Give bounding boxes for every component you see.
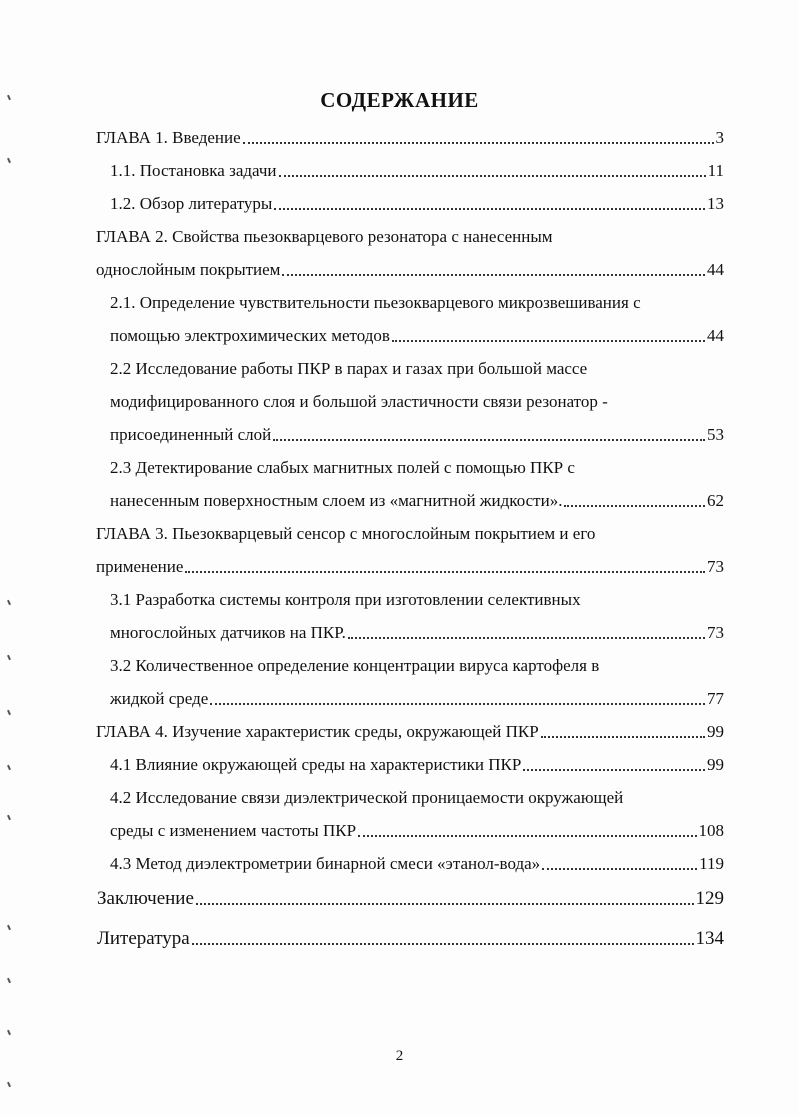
toc-entry-text: 3.1 Разработка системы контроля при изготовлении селективных — [110, 590, 581, 609]
scan-mark — [7, 925, 11, 930]
toc-entry-page: 53 — [707, 425, 724, 444]
toc-entry-page: 44 — [707, 260, 724, 279]
toc-entry — [96, 226, 724, 248]
toc-entry — [97, 888, 724, 910]
toc-entry — [110, 589, 724, 611]
toc-entry — [110, 325, 724, 347]
toc-entry-text: однослойным покрытием — [96, 260, 281, 279]
toc-entry-page: 73 — [707, 623, 724, 642]
toc-entry-text: помощью электрохимических методов — [110, 326, 390, 345]
page-title: СОДЕРЖАНИЕ — [320, 88, 479, 112]
toc-entry — [110, 820, 724, 842]
toc-entry-page: 129 — [695, 888, 724, 909]
toc-entry-text: 2.3 Детектирование слабых магнитных полей с помощью ПКР с — [110, 458, 575, 477]
toc-entry-text: присоединенный слой — [110, 425, 272, 444]
toc-entry — [110, 688, 724, 710]
toc-entry-text: ГЛАВА 2. Свойства пьезокварцевого резонатора с нанесенным — [96, 227, 553, 246]
toc-entry-text: 2.1. Определение чувствительности пьезокварцевого микрозвешивания с — [110, 293, 641, 312]
toc-entry-text: нанесенным поверхностным слоем из «магнитной жидкости». — [110, 491, 563, 510]
toc-entry-text: применение — [96, 557, 184, 576]
toc-entry-text: многослойных датчиков на ПКР. — [110, 623, 346, 642]
toc-entry-text: ГЛАВА 1. Введение — [96, 128, 241, 147]
scan-mark — [7, 1030, 11, 1035]
toc-entry-page: 108 — [698, 821, 724, 840]
toc-entry — [110, 424, 724, 446]
toc-entry-page: 11 — [707, 161, 724, 180]
toc-entry — [96, 523, 724, 545]
toc-entry-page: 134 — [695, 928, 724, 949]
toc-entry-text: 2.2 Исследование работы ПКР в парах и газах при большой массе — [110, 359, 588, 378]
toc-entry — [110, 193, 724, 215]
toc-entry-text: жидкой среде — [110, 689, 209, 708]
toc-entry-text: ГЛАВА 3. Пьезокварцевый сенсор с многослойным покрытием и его — [96, 524, 596, 543]
toc-entry-text: Литература — [97, 928, 190, 949]
toc-entry — [110, 787, 724, 809]
toc-entry — [96, 127, 724, 149]
toc-entry-page: 62 — [707, 491, 724, 510]
scan-mark — [7, 710, 11, 715]
toc-entry — [110, 490, 724, 512]
toc-entry — [110, 622, 724, 644]
toc-entry-text: 1.2. Обзор литературы — [110, 194, 273, 213]
toc-entry-page: 99 — [707, 755, 724, 774]
toc-entry — [96, 721, 724, 743]
scan-mark — [7, 978, 11, 983]
scan-mark — [7, 655, 11, 660]
toc-entry — [110, 358, 724, 380]
toc-entry-text: среды с изменением частоты ПКР — [110, 821, 357, 840]
scan-mark — [7, 815, 11, 820]
scan-mark — [7, 600, 11, 605]
toc-entry — [110, 754, 724, 776]
toc-entry-text: 4.3 Метод диэлектрометрии бинарной смеси «этанол-вода» — [110, 854, 541, 873]
toc-entry-page: 3 — [715, 128, 724, 147]
scan-mark — [7, 158, 11, 163]
toc-entry — [110, 457, 724, 479]
toc-entry-page: 13 — [707, 194, 724, 213]
toc-entry — [110, 391, 724, 413]
toc-entry-text: ГЛАВА 4. Изучение характеристик среды, окружающей ПКР — [96, 722, 539, 741]
toc-entry-text: 4.1 Влияние окружающей среды на характеристики ПКР — [110, 755, 522, 774]
toc-entry-page: 119 — [699, 854, 724, 873]
toc-entry-text: 4.2 Исследование связи диэлектрической проницаемости окружающей — [110, 788, 624, 807]
toc-entry-page: 44 — [707, 326, 724, 345]
toc-entry — [96, 556, 724, 578]
toc-entry-page: 99 — [707, 722, 724, 741]
toc-entry — [110, 655, 724, 677]
page-number: 2 — [395, 1048, 404, 1064]
toc-entry-text: Заключение — [97, 888, 194, 909]
toc-entry-page: 77 — [707, 689, 724, 708]
toc-entry-text: 3.2 Количественное определение концентрации вируса картофеля в — [110, 656, 600, 675]
toc-entry-page: 73 — [707, 557, 724, 576]
toc-entry-text: 1.1. Постановка задачи — [110, 161, 277, 180]
toc-entry-text: модифицированного слоя и большой эластичности связи резонатор - — [110, 392, 608, 411]
scan-mark — [7, 1082, 11, 1087]
toc-entry — [97, 928, 724, 950]
toc-entry — [110, 160, 724, 182]
toc-entry — [110, 292, 724, 314]
toc-entry — [96, 259, 724, 281]
scan-mark — [7, 765, 11, 770]
toc-entry — [110, 853, 724, 875]
